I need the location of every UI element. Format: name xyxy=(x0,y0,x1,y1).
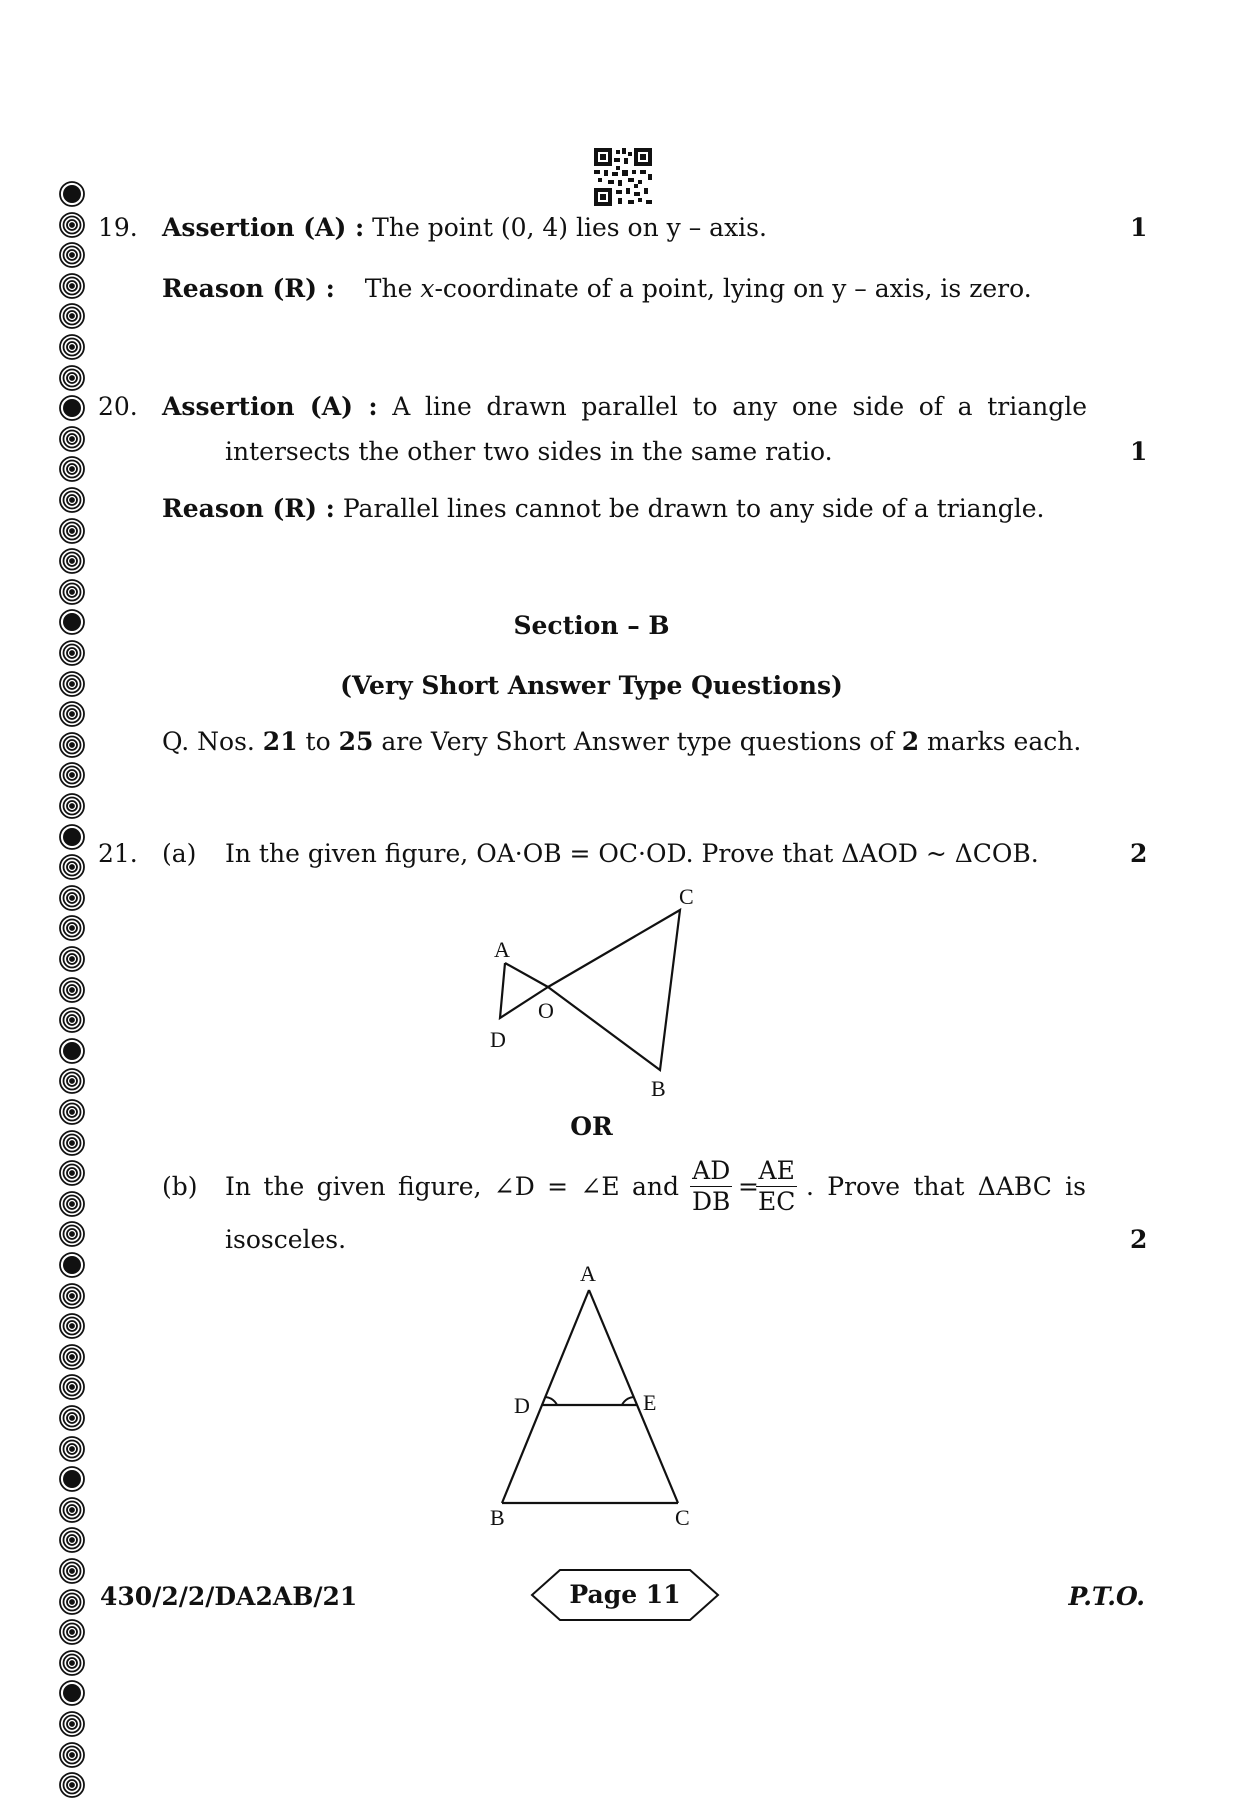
fraction-ae-ec xyxy=(756,1156,797,1217)
margin-concentric-circle-icon xyxy=(58,792,86,820)
figure-a-triangle-cob xyxy=(548,910,680,1070)
margin-concentric-circle-icon xyxy=(58,1067,86,1095)
q21-part-a-text: In the given figure, OA·OB = OC·OD. Prove that ΔAOD ~ ΔCOB. xyxy=(225,839,1039,868)
q19-reason-pre: The xyxy=(364,274,421,303)
margin-concentric-circle-icon xyxy=(58,486,86,514)
q21-part-a-label: (a) xyxy=(162,839,197,868)
margin-concentric-circle-icon xyxy=(58,241,86,269)
q19-number: 19. xyxy=(98,213,138,242)
figure-b-triangle xyxy=(480,1255,720,1535)
margin-concentric-circle-icon xyxy=(58,1404,86,1432)
margin-concentric-circle-icon xyxy=(58,211,86,239)
figure-a-label-d: D xyxy=(490,1027,506,1052)
q20-assertion-line1 xyxy=(162,392,1087,422)
q21-part-b-label: (b) xyxy=(162,1172,198,1201)
margin-filled-circle-icon xyxy=(58,1037,86,1065)
q19-reason-label: Reason (R) : xyxy=(162,274,335,303)
q20-assertion-line1-text: A line drawn parallel to any one side of a triangle xyxy=(392,392,1087,421)
q20-marks: 1 xyxy=(1130,437,1148,466)
q21-part-a-marks: 2 xyxy=(1130,839,1148,868)
or-divider: OR xyxy=(570,1112,613,1141)
footer-page-number: Page 11 xyxy=(569,1580,681,1609)
margin-concentric-circle-icon xyxy=(58,853,86,881)
margin-concentric-circle-icon xyxy=(58,1618,86,1646)
q21-part-b-line2: isosceles. xyxy=(225,1225,347,1254)
q21-number: 21. xyxy=(98,839,138,868)
q20-reason-label: Reason (R) : xyxy=(162,494,335,523)
fraction-ad-db xyxy=(690,1156,732,1217)
section-instructions xyxy=(162,727,1081,757)
margin-concentric-circle-icon xyxy=(58,1312,86,1340)
figure-b-label-a: A xyxy=(580,1261,596,1286)
margin-concentric-circle-icon xyxy=(58,364,86,392)
fraction-ad: AD xyxy=(690,1156,732,1187)
margin-concentric-circle-icon xyxy=(58,1526,86,1554)
q19-reason xyxy=(162,274,1032,304)
figure-b-label-b: B xyxy=(490,1505,505,1530)
margin-circle-strip xyxy=(58,180,88,1620)
margin-concentric-circle-icon xyxy=(58,945,86,973)
footer-paper-code: 430/2/2/DA2AB/21 xyxy=(100,1582,358,1611)
q19-marks: 1 xyxy=(1130,213,1148,242)
margin-filled-circle-icon xyxy=(58,1465,86,1493)
figure-b-label-e: E xyxy=(643,1390,657,1415)
margin-concentric-circle-icon xyxy=(58,884,86,912)
figure-a-label-b: B xyxy=(651,1076,666,1101)
margin-concentric-circle-icon xyxy=(58,333,86,361)
fraction-db: DB xyxy=(692,1187,731,1216)
section-subtitle: (Very Short Answer Type Questions) xyxy=(340,671,843,700)
margin-filled-circle-icon xyxy=(58,180,86,208)
q19-reason-var: x xyxy=(420,274,435,303)
margin-concentric-circle-icon xyxy=(58,914,86,942)
margin-filled-circle-icon xyxy=(58,394,86,422)
instr-from: 21 xyxy=(262,727,298,756)
margin-concentric-circle-icon xyxy=(58,547,86,575)
q21-part-b-pre: In the given figure, ∠D = ∠E and xyxy=(225,1172,679,1201)
margin-concentric-circle-icon xyxy=(58,1006,86,1034)
margin-concentric-circle-icon xyxy=(58,1435,86,1463)
q20-number: 20. xyxy=(98,392,138,421)
figure-a-label-o: O xyxy=(538,998,554,1023)
q19-assertion xyxy=(162,213,767,243)
margin-concentric-circle-icon xyxy=(58,1190,86,1218)
margin-concentric-circle-icon xyxy=(58,1343,86,1371)
margin-concentric-circle-icon xyxy=(58,425,86,453)
qr-code-icon xyxy=(594,148,652,206)
margin-concentric-circle-icon xyxy=(58,1282,86,1310)
q19-assertion-label: Assertion (A) : xyxy=(162,213,365,242)
figure-a-triangles xyxy=(480,880,720,1110)
margin-concentric-circle-icon xyxy=(58,639,86,667)
figure-a-label-c: C xyxy=(679,884,694,909)
section-title: Section – B xyxy=(513,611,670,640)
margin-filled-circle-icon xyxy=(58,1679,86,1707)
margin-concentric-circle-icon xyxy=(58,302,86,330)
margin-concentric-circle-icon xyxy=(58,578,86,606)
margin-concentric-circle-icon xyxy=(58,455,86,483)
margin-concentric-circle-icon xyxy=(58,1159,86,1187)
figure-b-label-c: C xyxy=(675,1505,690,1530)
margin-concentric-circle-icon xyxy=(58,517,86,545)
figure-b-angle-d xyxy=(545,1397,557,1405)
figure-b-label-d: D xyxy=(514,1393,530,1418)
instr-marks: 2 xyxy=(901,727,920,756)
q20-assertion-label: Assertion (A) : xyxy=(162,392,378,421)
margin-concentric-circle-icon xyxy=(58,1588,86,1616)
margin-concentric-circle-icon xyxy=(58,1496,86,1524)
q19-reason-post: -coordinate of a point, lying on y – axis, is zero. xyxy=(434,274,1032,303)
q21-part-b-marks: 2 xyxy=(1130,1225,1148,1254)
instr-to-word: to xyxy=(297,727,339,756)
margin-filled-circle-icon xyxy=(58,823,86,851)
margin-concentric-circle-icon xyxy=(58,1649,86,1677)
margin-concentric-circle-icon xyxy=(58,761,86,789)
figure-a-label-a: A xyxy=(494,937,510,962)
fraction-ec: EC xyxy=(758,1187,796,1216)
fraction-equals: = xyxy=(738,1172,759,1201)
margin-filled-circle-icon xyxy=(58,1251,86,1279)
q19-assertion-text: The point (0, 4) lies on y – axis. xyxy=(372,213,767,242)
fraction-ae: AE xyxy=(756,1156,797,1187)
figure-b-angle-e xyxy=(622,1397,634,1405)
margin-concentric-circle-icon xyxy=(58,1771,86,1799)
q21-part-b-post: . Prove that ΔABC is xyxy=(806,1172,1086,1201)
margin-concentric-circle-icon xyxy=(58,731,86,759)
margin-concentric-circle-icon xyxy=(58,700,86,728)
margin-concentric-circle-icon xyxy=(58,1557,86,1585)
instr-to: 25 xyxy=(338,727,374,756)
margin-concentric-circle-icon xyxy=(58,976,86,1004)
q20-reason-text: Parallel lines cannot be drawn to any side of a triangle. xyxy=(342,494,1045,523)
margin-concentric-circle-icon xyxy=(58,1373,86,1401)
footer-pto: P.T.O. xyxy=(1068,1582,1145,1611)
instr-post: marks each. xyxy=(919,727,1082,756)
q20-reason xyxy=(162,494,1044,524)
instr-pre: Q. Nos. xyxy=(162,727,263,756)
margin-concentric-circle-icon xyxy=(58,1741,86,1769)
margin-concentric-circle-icon xyxy=(58,1220,86,1248)
instr-mid: are Very Short Answer type questions of xyxy=(373,727,902,756)
margin-concentric-circle-icon xyxy=(58,1710,86,1738)
margin-concentric-circle-icon xyxy=(58,272,86,300)
footer-page-badge xyxy=(530,1568,720,1622)
q20-assertion-line2: intersects the other two sides in the same ratio. xyxy=(225,437,833,466)
